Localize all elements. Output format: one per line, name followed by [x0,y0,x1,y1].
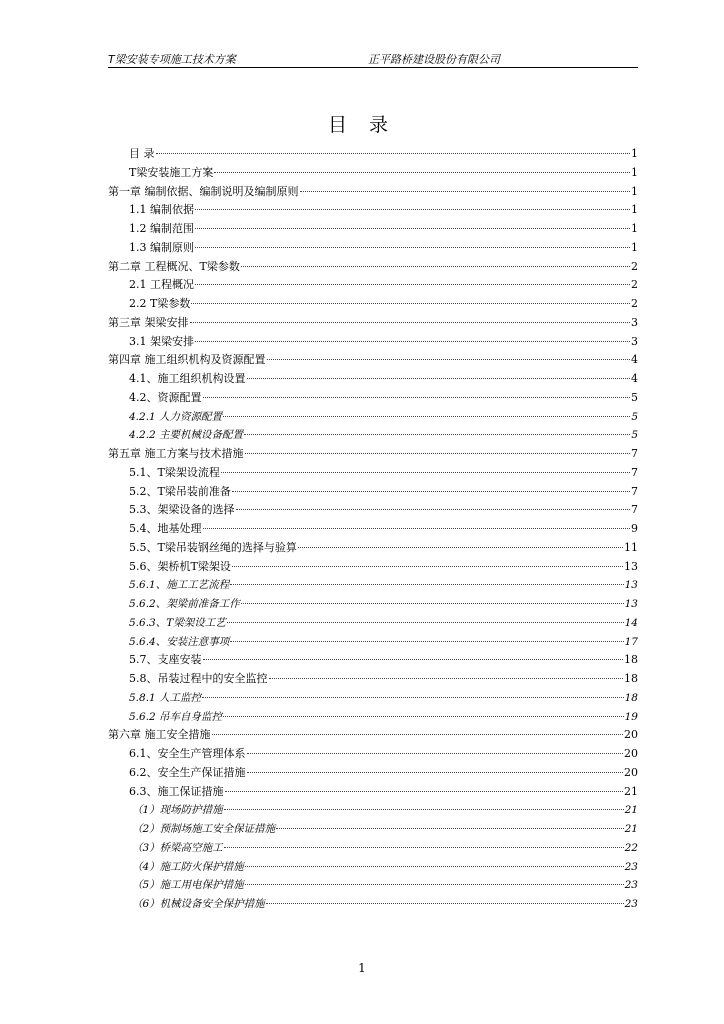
toc-entry-page: 9 [631,522,638,535]
toc-entry-label: 4.2、资源配置 [129,390,202,404]
toc-entry-page: 3 [631,334,638,348]
toc-entry-page: 2 [631,297,638,310]
toc-entry-label: 5.8、吊装过程中的安全监控 [129,672,268,685]
toc-entry-page: 18 [624,672,638,685]
toc-leader-dots [156,153,631,154]
toc-entry[interactable] [108,595,638,614]
toc-leader-dots [221,472,630,473]
toc-entry-page: 13 [624,579,638,592]
toc-leader-dots [298,547,623,548]
toc-leader-dots [224,847,624,848]
toc-leader-dots [195,247,630,248]
toc-entry-label: （6）机械设备安全保护措施 [132,898,265,910]
toc-entry-page: 2 [631,259,638,273]
toc-entry-page: 7 [631,503,638,517]
toc-entry[interactable] [108,820,638,839]
toc-entry-page: 20 [624,765,638,779]
toc-entry-label: 第二章 工程概况、T梁参数 [108,259,240,273]
toc-leader-dots [191,303,630,304]
toc-entry-label: 6.3、施工保证措施 [129,784,224,798]
table-of-contents [108,145,638,914]
toc-leader-dots [267,359,631,360]
toc-entry[interactable] [108,895,638,914]
toc-entry-label: 6.1、安全生产管理体系 [129,747,246,760]
toc-entry[interactable] [108,651,638,670]
toc-entry-page: 13 [624,598,638,610]
toc-entry-page: 1 [631,222,638,235]
toc-entry[interactable] [108,520,638,539]
toc-entry-page: 21 [624,823,638,835]
toc-entry-label: 5.5、T梁吊装钢丝绳的选择与验算 [129,540,297,554]
header-document-title: T梁安装专项施工技术方案 [108,53,236,66]
toc-leader-dots [195,284,630,285]
toc-entry-page: 1 [631,184,638,198]
toc-leader-dots [202,697,624,698]
toc-leader-dots [245,884,624,885]
toc-entry-label: 6.2、安全生产保证措施 [129,765,246,779]
toc-entry-label: 5.7、支座安装 [129,653,202,667]
toc-entry-page: 4 [631,353,638,367]
toc-entry-label: 5.4、地基处理 [129,522,202,535]
toc-entry-label: 1.1 编制依据 [129,203,194,217]
toc-entry-label: 3.1 架梁安排 [129,334,194,348]
toc-entry-label: 5.3、架梁设备的选择 [129,503,235,517]
toc-entry-label: 5.6.4、安装注意事项 [129,635,230,648]
toc-entry-page: 18 [624,653,638,667]
toc-leader-dots [230,584,623,585]
toc-entry-page: 23 [624,879,638,892]
toc-entry[interactable] [108,333,638,352]
toc-leader-dots [247,753,624,754]
toc-leader-dots [223,716,624,717]
toc-entry-label: 5.1、T梁架设流程 [129,465,220,479]
toc-entry[interactable] [108,576,638,595]
toc-entry-label: 第六章 施工安全措施 [108,728,211,742]
toc-entry[interactable] [108,708,638,727]
toc-leader-dots [203,659,624,660]
toc-entry-page: 21 [624,784,638,798]
toc-leader-dots [214,172,630,173]
toc-entry-label: 5.6.2 吊车自身监控 [129,710,223,723]
header-company-name: 正平路桥建设股份有限公司 [368,53,500,66]
toc-entry-label: 4.2.2 主要机械设备配置 [129,429,244,442]
toc-entry-page: 7 [631,484,638,498]
toc-entry[interactable] [108,839,638,858]
toc-leader-dots [247,378,631,379]
toc-leader-dots [230,641,623,642]
toc-entry[interactable] [108,726,638,745]
toc-entry-page: 14 [624,616,638,629]
toc-leader-dots [190,322,631,323]
toc-entry-label: 5.2、T梁吊装前准备 [129,484,231,498]
toc-leader-dots [236,509,631,510]
toc-entry[interactable] [108,539,638,558]
toc-entry[interactable] [108,614,638,633]
toc-entry[interactable] [108,258,638,277]
toc-entry-page: 20 [624,728,638,742]
toc-entry-label: （2）预制场施工安全保证措施 [132,823,276,835]
toc-entry[interactable] [108,314,638,333]
toc-leader-dots [232,491,630,492]
toc-leader-dots [232,566,623,567]
toc-leader-dots [225,791,624,792]
toc-entry[interactable] [108,464,638,483]
toc-entry-page: 1 [631,240,638,254]
toc-leader-dots [266,903,624,904]
toc-entry[interactable] [108,501,638,520]
toc-entry-page: 1 [631,147,638,160]
toc-entry-page: 20 [624,747,638,760]
toc-entry-label: 第三章 架梁安排 [108,315,189,329]
toc-entry[interactable] [108,689,638,708]
toc-entry[interactable] [108,764,638,783]
toc-entry-label: 5.6.2、架梁前准备工作 [129,598,240,610]
toc-entry[interactable] [108,408,638,427]
toc-entry-page: 11 [624,540,638,554]
page-number: 1 [358,961,366,975]
toc-entry-label: 5.8.1 人工监控 [129,691,202,704]
toc-entry[interactable] [108,633,638,652]
toc-entry-label: （5）施工用电保护措施 [132,879,244,892]
toc-entry-page: 1 [631,203,638,217]
toc-leader-dots [245,453,631,454]
toc-leader-dots [195,228,630,229]
toc-entry-page: 5 [631,390,638,404]
toc-entry[interactable] [108,389,638,408]
toc-entry-label: （3）桥梁高空施工 [132,841,223,854]
toc-entry-label: T梁安装施工方案 [129,165,214,179]
toc-entry[interactable] [108,276,638,295]
toc-leader-dots [241,266,630,267]
toc-entry-page: 1 [631,165,638,179]
toc-entry-label: 目 录 [129,147,155,160]
toc-entry-label: 2.1 工程概况 [129,278,194,292]
toc-leader-dots [203,528,631,529]
toc-entry-label: 5.6.3、T梁架设工艺 [129,616,226,629]
toc-entry[interactable] [108,801,638,820]
toc-entry[interactable] [108,745,638,764]
toc-entry[interactable] [108,483,638,502]
toc-entry-label: 2.2 T梁参数 [129,297,191,310]
toc-entry-page: 4 [631,372,638,385]
toc-entry[interactable] [108,220,638,239]
toc-entry-label: 第一章 编制依据、编制说明及编制原则 [108,184,299,198]
toc-entry-label: 第四章 施工组织机构及资源配置 [108,353,266,367]
toc-entry-page: 23 [624,898,638,910]
toc-entry[interactable] [108,164,638,183]
toc-entry[interactable] [108,445,638,464]
toc-entry-page: 7 [631,447,638,460]
toc-entry-label: 5.6.1、施工工艺流程 [129,579,230,592]
toc-entry-page: 19 [624,710,638,723]
toc-entry-label: 1.2 编制范围 [129,222,194,235]
toc-leader-dots [244,434,630,435]
toc-entry-label: （4）施工防火保护措施 [132,860,244,873]
toc-entry[interactable] [108,201,638,220]
toc-leader-dots [245,866,624,867]
toc-title: 目 录 [327,114,397,136]
toc-entry-page: 18 [624,691,638,704]
toc-entry-label: 4.1、施工组织机构设置 [129,372,246,385]
toc-entry[interactable] [108,783,638,802]
toc-entry-label: 第五章 施工方案与技术措施 [108,447,244,460]
toc-entry-page: 3 [631,315,638,329]
toc-leader-dots [195,209,630,210]
toc-entry-label: （1）现场防护措施 [132,804,223,817]
toc-leader-dots [224,809,624,810]
toc-leader-dots [227,622,624,623]
toc-leader-dots [300,191,631,192]
toc-leader-dots [247,772,624,773]
toc-entry[interactable] [108,876,638,895]
toc-entry[interactable] [108,145,638,164]
toc-entry[interactable] [108,183,638,202]
toc-entry[interactable] [108,370,638,389]
toc-entry[interactable] [108,351,638,370]
toc-entry[interactable] [108,426,638,445]
toc-leader-dots [195,341,630,342]
toc-leader-dots [241,603,624,604]
toc-entry-label: 5.6、架桥机T梁架设 [129,559,231,573]
toc-entry-page: 21 [624,804,638,817]
toc-entry-label: 1.3 编制原则 [129,240,194,254]
toc-leader-dots [212,734,624,735]
toc-leader-dots [276,828,623,829]
toc-leader-dots [203,397,631,398]
toc-entry-page: 2 [631,278,638,292]
toc-entry-label: 4.2.1 人力资源配置 [129,410,223,423]
toc-entry-page: 22 [624,841,638,854]
toc-entry-page: 7 [631,465,638,479]
toc-entry-page: 5 [631,410,638,423]
toc-entry-page: 13 [624,559,638,573]
toc-entry-page: 23 [624,860,638,873]
toc-entry[interactable] [108,670,638,689]
toc-entry[interactable] [108,558,638,577]
toc-entry-page: 5 [631,429,638,442]
page-header [108,51,638,68]
toc-leader-dots [223,416,630,417]
toc-leader-dots [269,678,624,679]
toc-entry[interactable] [108,239,638,258]
toc-entry[interactable] [108,858,638,877]
toc-entry-page: 17 [624,635,638,648]
toc-entry[interactable] [108,295,638,314]
